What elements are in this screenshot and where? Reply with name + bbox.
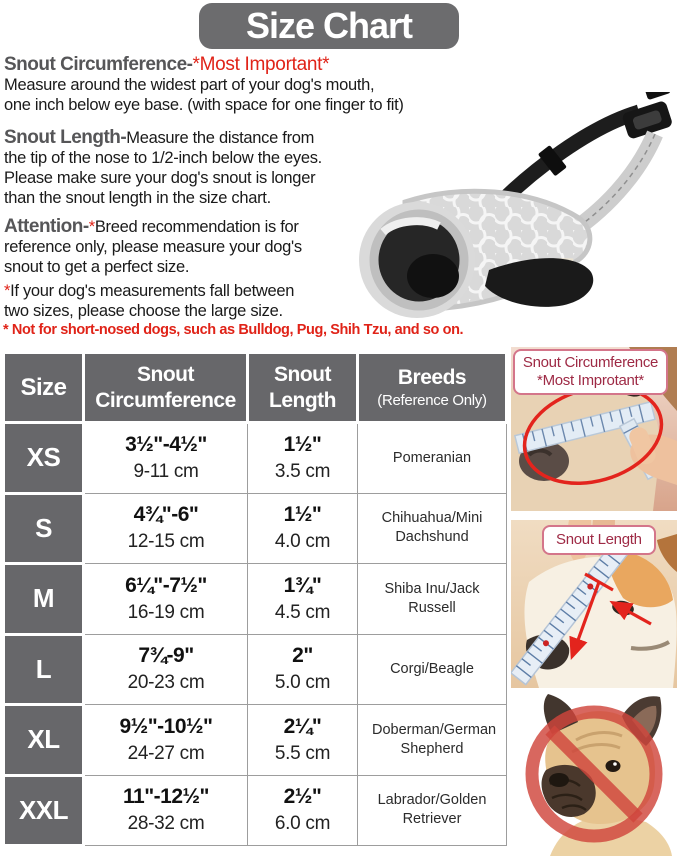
header-breeds: Breeds (Reference Only) (358, 353, 507, 423)
muzzle-front-opening (359, 202, 475, 318)
section-snout-length (4, 128, 322, 208)
table-row (4, 775, 507, 846)
body-line: than the snout length in the size chart. (4, 189, 271, 207)
body-line: one inch below eye base. (with space for one finger to fit) (4, 96, 404, 114)
size-label: XXL (4, 775, 84, 846)
size-label: M (4, 564, 84, 635)
muzzle-product-photo (339, 92, 679, 327)
most-important-highlight: *Most Important* (192, 54, 330, 75)
section-heading-line (4, 128, 322, 148)
size-label: XS (4, 423, 84, 494)
breeds-cell: Shiba Inu/Jack Russell (358, 564, 507, 635)
circumference-cell: 7¾-9" 20-23 cm (84, 634, 248, 705)
table-header-row (4, 353, 507, 423)
size-label: S (4, 493, 84, 564)
circumference-cell: 11"-12½" 28-32 cm (84, 775, 248, 846)
prohibited-bulldog-photo (514, 692, 679, 856)
page-title (199, 3, 459, 49)
circumference-photo-label: Snout Circumference *Most Improtant* (513, 349, 668, 395)
breeds-cell: Labrador/Golden Retriever (358, 775, 507, 846)
body-line: two sizes, please choose the large size. (4, 302, 283, 320)
snout-circumference-heading: Snout Circumference- (4, 54, 193, 75)
table-row (4, 493, 507, 564)
breeds-cell: Doberman/German Shepherd (358, 705, 507, 776)
length-cell: 2¼" 5.5 cm (248, 705, 358, 776)
short-nosed-warning: * Not for short-nosed dogs, such as Bulldog, Pug, Shih Tzu, and so on. (3, 322, 464, 338)
section-heading-line (4, 55, 404, 75)
circumference-cell: 9½"-10½" 24-27 cm (84, 705, 248, 776)
size-label: XL (4, 705, 84, 776)
length-cell: 2½" 6.0 cm (248, 775, 358, 846)
lead-text: Breed recommendation is for (94, 218, 299, 236)
section-between-sizes (4, 281, 294, 321)
red-asterisk: * (88, 218, 95, 236)
circumference-cell: 6¼"-7½" 16-19 cm (84, 564, 248, 635)
header-snout-circumference: Snout Circumference (84, 353, 248, 423)
length-cell: 2" 5.0 cm (248, 634, 358, 705)
lead-text: Measure the distance from (126, 129, 315, 147)
circumference-cell: 3½"-4½" 9-11 cm (84, 423, 248, 494)
size-chart-table (2, 351, 508, 847)
circumference-cell: 4¾"-6" 12-15 cm (84, 493, 248, 564)
red-asterisk: * (4, 282, 11, 300)
table-row (4, 564, 507, 635)
section-snout-circumference (4, 55, 404, 115)
breeds-cell: Chihuahua/Mini Dachshund (358, 493, 507, 564)
section-heading-line (4, 217, 302, 237)
body-line: reference only, please measure your dog's (4, 238, 302, 256)
snout-length-heading: Snout Length- (4, 127, 127, 148)
table-row (4, 705, 507, 776)
table-row (4, 634, 507, 705)
body-line: the tip of the nose to 1/2-inch below the eyes. (4, 149, 322, 167)
body-line: Please make sure your dog's snout is longer (4, 169, 316, 187)
body-line (4, 281, 294, 301)
body-line: snout to get a perfect size. (4, 258, 190, 276)
length-cell: 1½" 3.5 cm (248, 423, 358, 494)
lead-text: If your dog's measurements fall between (10, 282, 295, 300)
size-label: L (4, 634, 84, 705)
breeds-cell: Pomeranian (358, 423, 507, 494)
header-snout-length: Snout Length (248, 353, 358, 423)
breeds-cell: Corgi/Beagle (358, 634, 507, 705)
attention-heading: Attention- (4, 216, 89, 237)
section-attention (4, 217, 302, 277)
header-size: Size (4, 353, 84, 423)
body-line: Measure around the widest part of your dog's mouth, (4, 76, 375, 94)
length-photo-label: Snout Length (542, 525, 656, 555)
table-row (4, 423, 507, 494)
length-cell: 1½" 4.0 cm (248, 493, 358, 564)
length-cell: 1¾" 4.5 cm (248, 564, 358, 635)
page-title-text: Size Chart (245, 5, 413, 46)
